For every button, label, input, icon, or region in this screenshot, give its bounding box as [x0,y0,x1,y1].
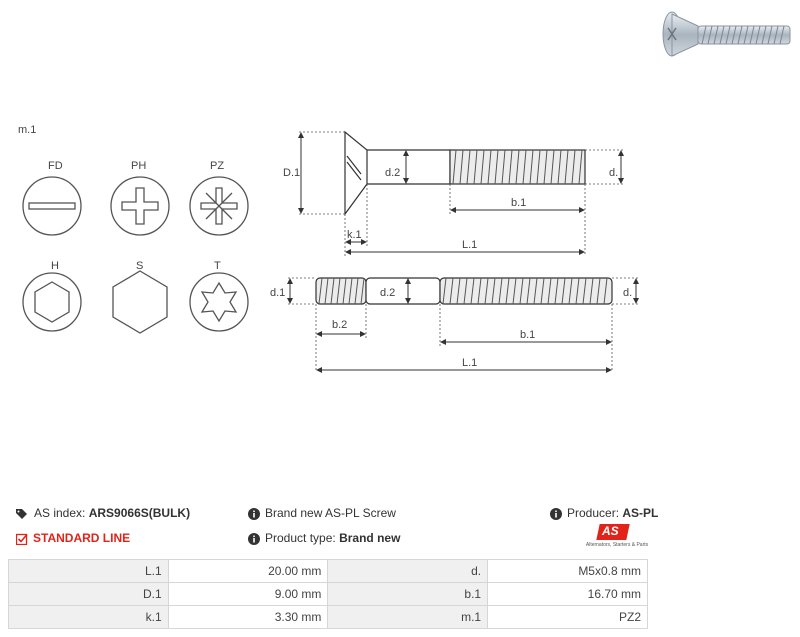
logo-subtext: Alternators, Starters & Parts [585,542,649,548]
producer-label: Producer: [567,506,620,520]
head-types-label: m.1 [18,124,37,136]
as-index [16,506,190,520]
spec-key: m.1 [328,606,488,629]
spec-value: PZ2 [488,606,648,629]
info-icon [550,508,562,520]
pozidriv-drive-icon [190,177,248,235]
dim-b1: b.1 [511,197,527,209]
logo-text: AS [602,524,619,538]
head-pz-label: PZ [210,160,225,172]
product-photo [658,6,794,62]
head-h-label: H [51,260,59,272]
torx-drive-icon [190,273,248,331]
stud-dim-b2: b.2 [332,319,348,331]
dim-L1: L.1 [462,239,478,251]
spec-value: M5x0.8 mm [488,560,648,583]
head-t-label: T [214,260,221,272]
description [248,506,396,520]
checkbox-checked-icon [16,533,28,545]
tags-icon [16,508,29,519]
standard-line-label: STANDARD LINE [33,531,131,545]
product-type-label: Product type: [265,531,336,545]
as-index-value: ARS9066S(BULK) [88,506,191,520]
head-type-icons [20,176,260,336]
spec-key: d. [328,560,488,583]
table-row [9,560,648,583]
slotted-drive-icon [23,177,81,235]
product-type [248,531,400,545]
dim-d2: d.2 [385,167,401,179]
dim-d: d. [609,167,619,179]
spec-key: D.1 [9,583,169,606]
hex-head-icon [113,271,167,333]
head-s-label: S [136,260,144,272]
spec-key: k.1 [9,606,169,629]
stud-dim-d1: d.1 [270,287,286,299]
producer-value: AS-PL [622,506,659,520]
spec-table [8,559,648,629]
stud-dim-b1: b.1 [520,329,536,341]
info-icon [248,508,260,520]
stud-dimension-drawing [268,272,648,378]
screw-dimension-drawing [275,118,645,266]
spec-value: 9.00 mm [168,583,328,606]
hex-socket-drive-icon [23,273,81,331]
spec-value: 20.00 mm [168,560,328,583]
table-row [9,606,648,629]
table-row [9,583,648,606]
stud-dim-d2: d.2 [380,287,396,299]
spec-key: L.1 [9,560,169,583]
dim-k1: k.1 [347,229,362,241]
spec-value: 16.70 mm [488,583,648,606]
head-ph-label: PH [131,160,147,172]
dim-D1: D.1 [283,167,301,179]
phillips-drive-icon [111,177,169,235]
info-icon [248,533,260,545]
as-pl-logo [584,524,650,554]
as-index-label: AS index: [34,506,86,520]
spec-key: b.1 [328,583,488,606]
spec-value: 3.30 mm [168,606,328,629]
stud-dim-L1: L.1 [462,357,478,369]
stud-dim-d: d. [623,287,633,299]
product-type-value: Brand new [339,531,401,545]
standard-line [16,531,130,545]
producer [550,506,658,520]
head-fd-label: FD [48,160,63,172]
description-text: Brand new AS-PL Screw [265,506,396,520]
